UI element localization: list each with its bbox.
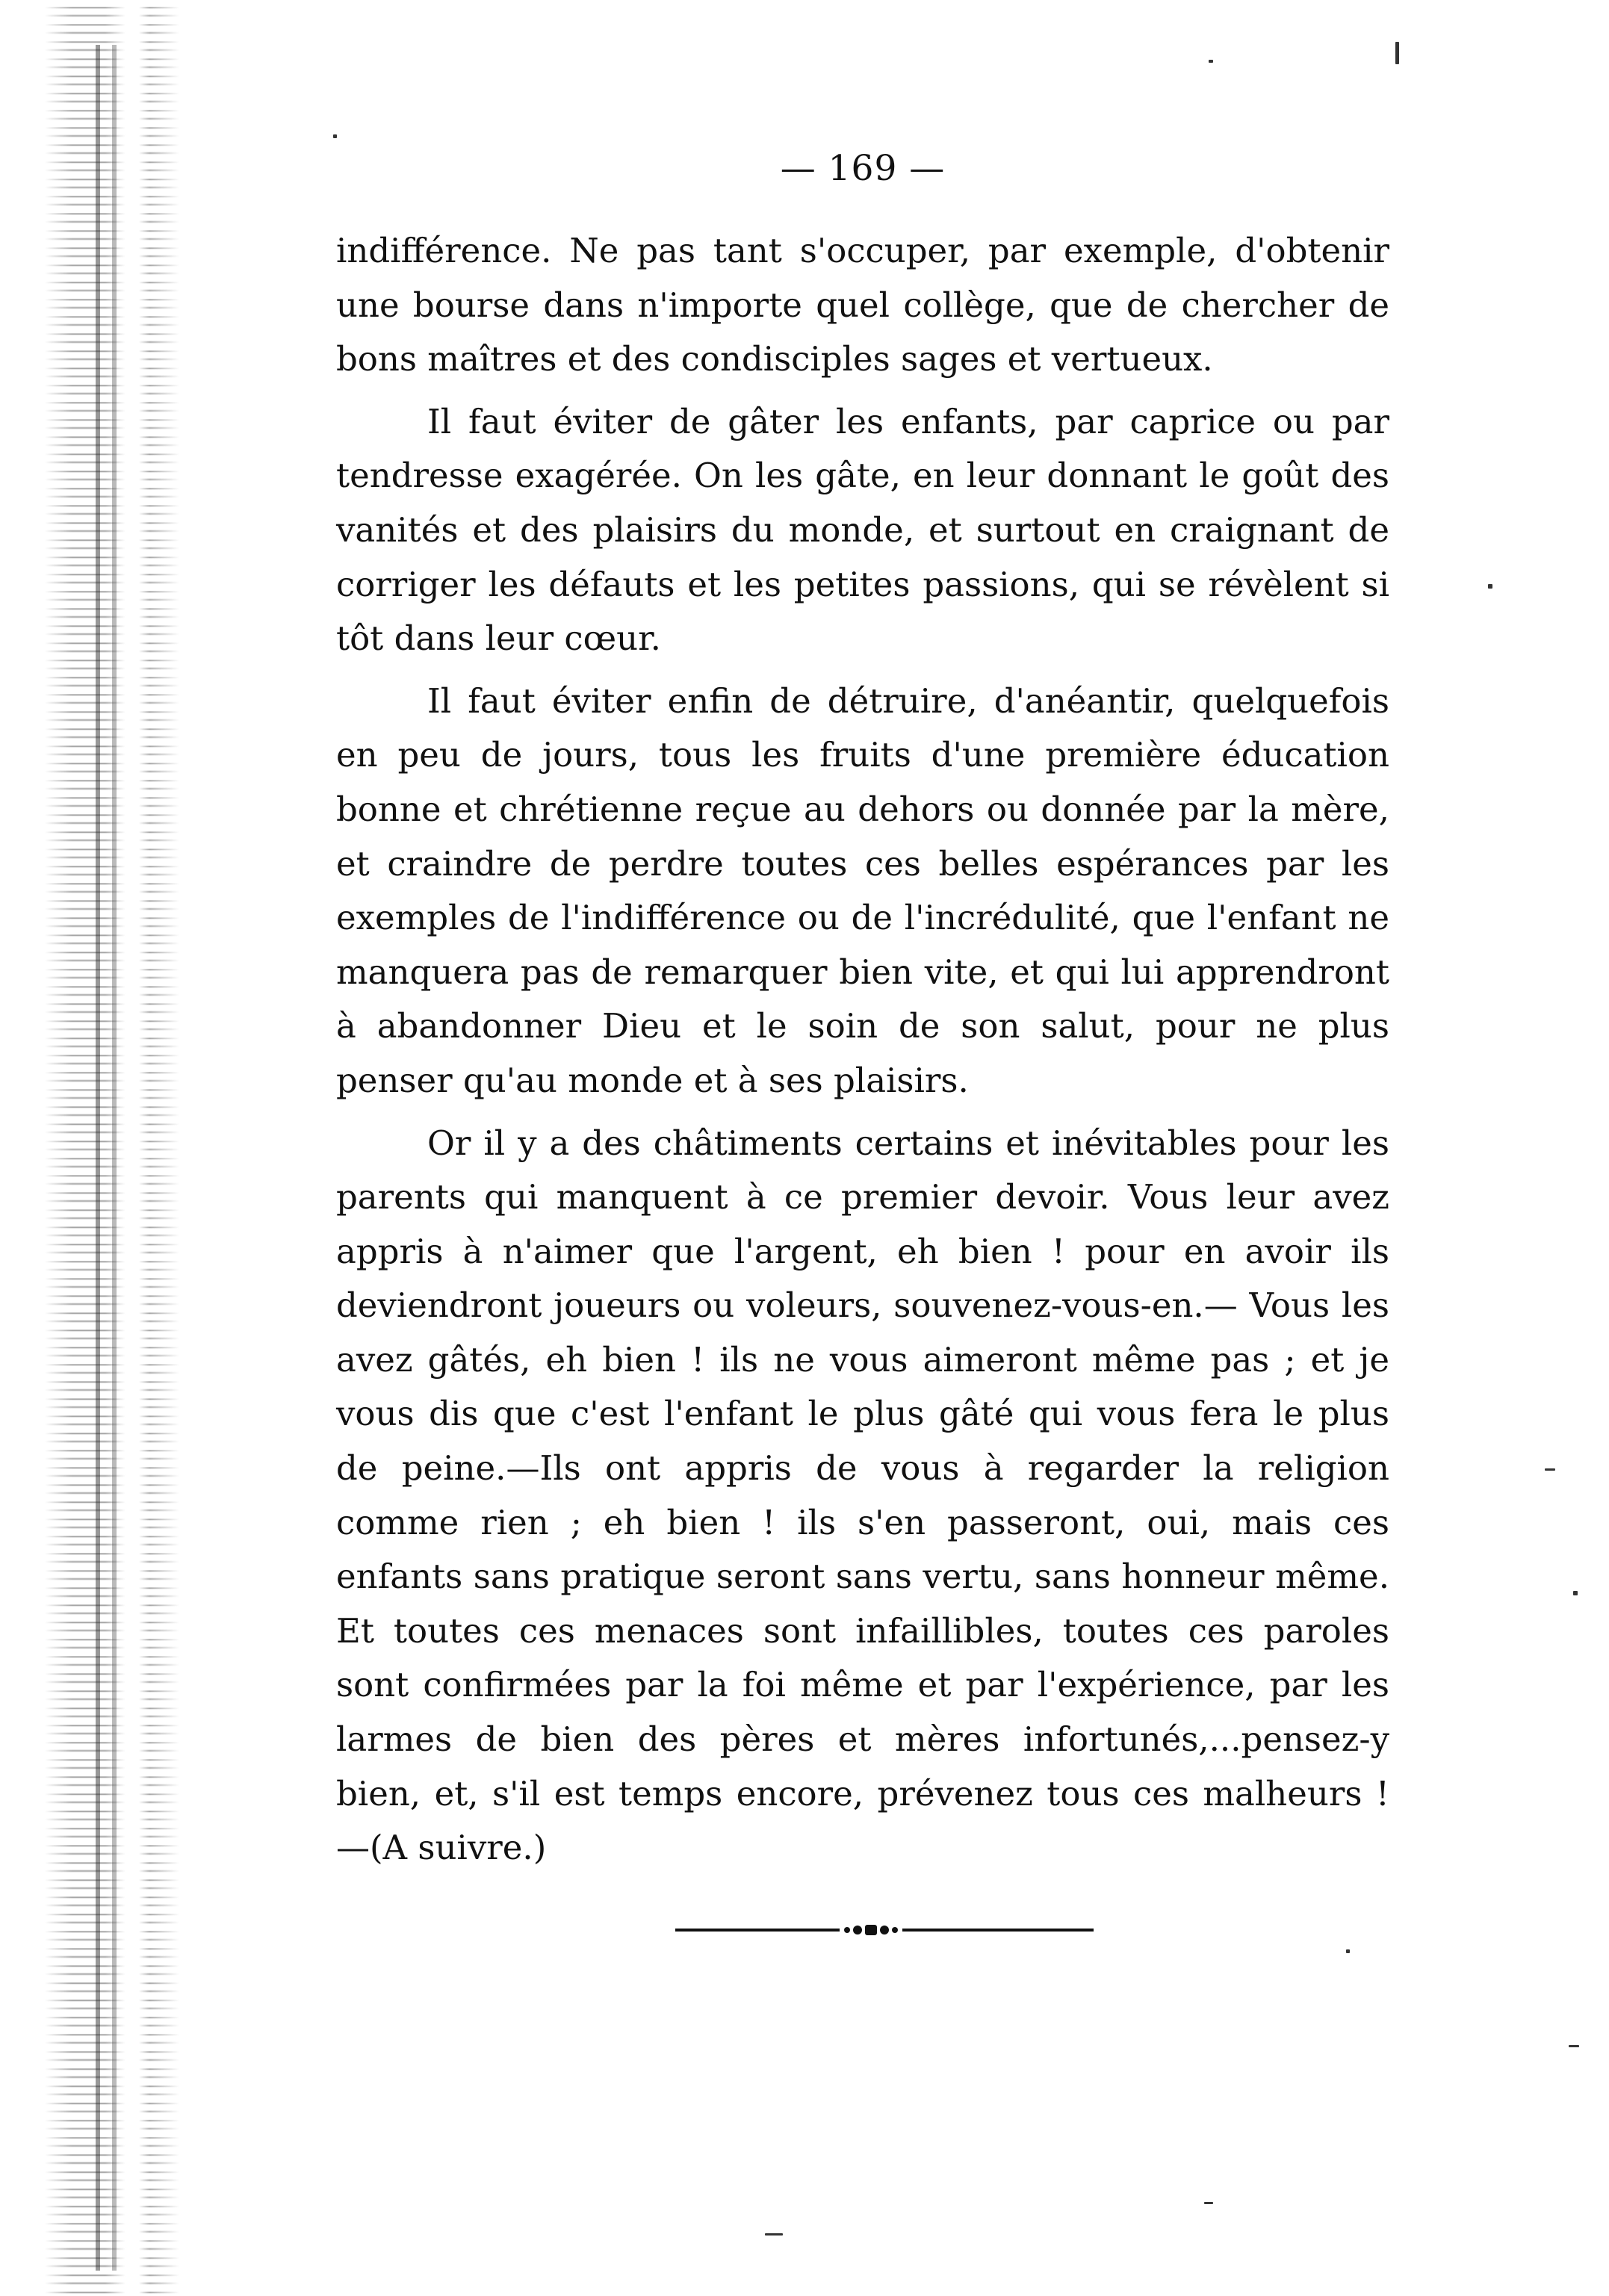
paragraph-1: indifférence. Ne pas tant s'occuper, par exemple, d'obtenir une bourse dans n'importe quel collège, que de chercher de bons maîtres et des condisciples sages et vertueux.	[336, 231, 1389, 379]
print-speck	[1209, 60, 1213, 63]
print-speck	[1346, 1949, 1350, 1953]
page-number: — 169 —	[780, 148, 946, 189]
print-speck	[765, 2233, 783, 2236]
paragraph-3: Il faut éviter enfin de détruire, d'anéantir, quelquefois en peu de jours, tous les fruits d'une première éducation bonne et chrétienne reçue au dehors ou donnée par la mère, et craindre de perdre toutes ces belles espérances par les exemples de l'indifférence ou de l'incrédulité, que l'enfant ne manquera pas de remarquer bien vite, et qui lui apprendront à abandonner Dieu et le soin de son salut, pour ne plus penser qu'au monde et à ses plaisirs.	[336, 680, 1389, 1100]
print-speck	[1569, 2045, 1579, 2047]
print-speck	[1545, 1468, 1555, 1471]
binding-line	[96, 45, 100, 2271]
print-speck	[1488, 584, 1492, 589]
binding-line	[112, 45, 117, 2271]
print-speck	[1573, 1591, 1578, 1595]
paragraph-4: Or il y a des châtiments certains et inévitables pour les parents qui manquent à ce premier devoir. Vous leur avez appris à n'aimer que l'argent, eh bien ! pour en avoir ils deviendront joueurs ou voleurs, souvenez-vous-en.— Vous les avez gâtés, eh bien ! ils ne vous aimeront même pas ; et je vous dis que c'est l'enfant le plus gâté qui vous fera le plus de peine.—Ils ont appris de vous à regarder la religion comme rien ; eh bien ! ils s'en passeront, oui, mais ces enfants sans pratique seront sans vertu, sans honneur même. Et toutes ces menaces sont infaillibles, toutes ces paroles sont confirmées par la foi même et par l'expérience, par les larmes de bien des pères et mères infortunés,...pensez-y bien, et, s'il est temps encore, prévenez tous ces malheurs !—(A suivre.)	[336, 1123, 1389, 1868]
print-speck	[1204, 2202, 1213, 2204]
rule-ornament-icon	[840, 1923, 902, 1937]
paragraph-2: Il faut éviter de gâter les enfants, par caprice ou par tendresse exagérée. On les gâte, en leur donnant le goût des vanités et des plaisirs du monde, et surtout en craignant de corriger les défauts et les petites passions, qui se révèlent si tôt dans leur cœur.	[336, 401, 1389, 659]
print-speck	[1395, 42, 1399, 64]
body-text	[336, 224, 1389, 1884]
print-speck	[333, 134, 337, 138]
